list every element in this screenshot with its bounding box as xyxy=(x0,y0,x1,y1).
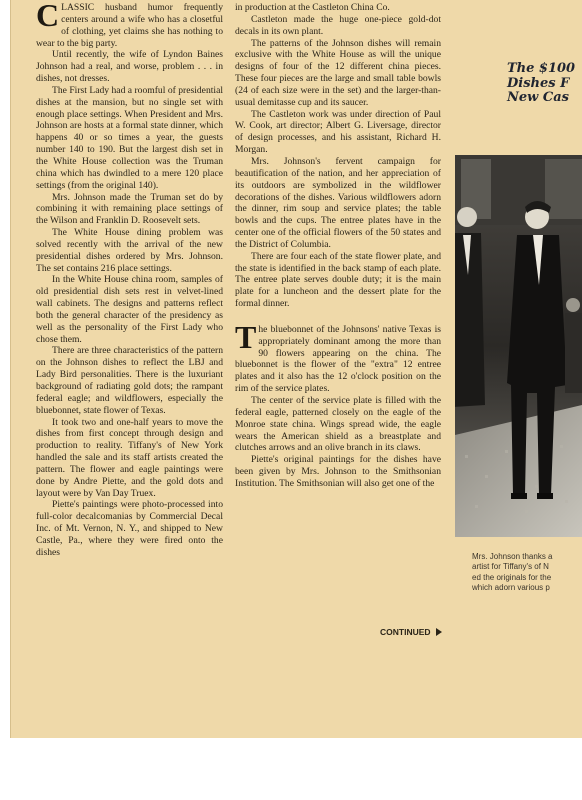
article-paragraph: The First Lady had a roomful of presidential dishes at the mansion, but no single set with enough place settings. When President and Mrs. Johnson are hosts at a formal state dinner, which happens 40 or so times a year, the guests number 140 to 190. But the largest dish set in the White House collection was the Truman china which has dwindled to a mere 120 place settings (from the original 140). xyxy=(36,84,223,191)
article-paragraph: There are four each of the state flower plate, and the state is identified in the back stamp of each plate. The entree plate serves double duty; it is the main plate for a luncheon and the dessert plate for the formal dinner. xyxy=(235,250,441,310)
article-paragraph: Piette's original paintings for the dishes have been given by Mrs. Johnson to the Smithsonian Institution. The Smithsonian will also get one of the xyxy=(235,454,441,489)
article-paragraph: CLASSIC husband humor frequently centers around a wife who has a closetful of clothing, yet claims she has nothing to wear to the big party. xyxy=(36,0,223,49)
article-paragraph: Mrs. Johnson's fervent campaign for beautification of the nation, and her appreciation of its outdoors are symbolized in the wildflower decorations of the dishes. Various wildflowers adorn the dinner, rim soup and service plates; the table bowls and the cups. The entree plates have in the center one of the official flowers of the 50 states and the District of Columbia. xyxy=(235,155,441,250)
caption-line: Mrs. Johnson thanks a xyxy=(472,552,553,561)
article-paragraph: Piette's paintings were photo-processed into full-color decalcomanias by Commercial Decal Inc. of Mt. Vernon, N. Y., and shipped to New Castle, Pa., where they were fired onto the dishes xyxy=(36,499,223,558)
caption-line: artist for Tiffany's of N xyxy=(472,562,549,572)
article-paragraph: in production at the Castleton China Co. xyxy=(235,2,390,13)
article-paragraph: The Castleton work was under direction of Paul W. Cook, art director; Albert G. Liversage, director of design processes, and his assistant, Richard H. Morgan. xyxy=(235,108,441,156)
drop-cap: C xyxy=(36,0,60,33)
article-paragraph: It took two and one-half years to move the dishes from first concept through design and production to reality. Tiffany's of New York handled the sale and its staff artists created the pattern. The flower and eagle paintings were done by Andre Piette, and the gold dots and layout were by Van Day Truex. xyxy=(36,416,223,499)
article-paragraph: There are three characteristics of the pattern on the Johnson dishes to reflect the LBJ and Lady Bird personalities. There is the luxuriant background of radiating gold dots; the rampant federal eagle; and wildflowers, especially the bluebonnet, state flower of Texas. xyxy=(36,345,223,416)
article-paragraph: In the White House china room, samples of old presidential dish sets rest in velvet-lined wall cabinets. The designs and patterns reflect both the general character of the presidency as well as the personality of the First Lady who chose them. xyxy=(36,274,223,345)
article-paragraph: The center of the service plate is filled with the federal eagle, patterned closely on the eagle of the Monroe state china. Wings spread wide, the eagle wears the American shield as a breastplate and clutches arrows and an olive branch in its claws. xyxy=(235,395,441,454)
article-paragraph: Castleton made the huge one-piece gold-dot decals in its own plant. xyxy=(235,13,441,37)
article-paragraph: Until recently, the wife of Lyndon Baines Johnson had a real, and worse, problem . . . in dishes, not dresses. xyxy=(36,49,223,85)
news-photo xyxy=(455,155,582,537)
headline-line: New Cas xyxy=(507,90,569,105)
headline xyxy=(507,62,582,106)
article-column-1 xyxy=(36,0,223,559)
article-paragraph: The bluebonnet of the Johnsons' native Texas is appropriately dominant among the more than 90 flowers appearing on the china. The bluebonnet is the flower of the "extra" 12 entree plates and it also has the 12 o'clock position on the rim of the service plates. xyxy=(235,318,441,395)
headline-line: Dishes F xyxy=(507,75,570,91)
caption-line: ed the originals for the xyxy=(472,572,552,582)
article-paragraph: Mrs. Johnson made the Truman set do by combining it with remaining place settings of the Wilson and Franklin D. Roosevelt sets. xyxy=(36,191,223,227)
article-column-2 xyxy=(235,0,441,490)
caption-line: which adorn various p xyxy=(472,583,550,593)
headline-line: The $100 xyxy=(507,61,576,76)
photo-caption xyxy=(472,552,582,594)
article-paragraph: The White House dining problem was solved recently with the arrival of the new presidential dishes ordered by Mrs. Johnson. The set contains 216 place settings. xyxy=(36,227,223,274)
drop-cap: T xyxy=(235,318,257,355)
article-paragraph: The patterns of the Johnson dishes will remain exclusive with the White House as will the unique designs of four of the 12 different china pieces. These four pieces are the large and small table bowls (24 of each size were in the set) and the larger-than-usual demitasse cup and its saucer. xyxy=(235,37,441,108)
continued-label: CONTINUED xyxy=(380,627,442,637)
triangle-right-icon xyxy=(436,628,442,636)
